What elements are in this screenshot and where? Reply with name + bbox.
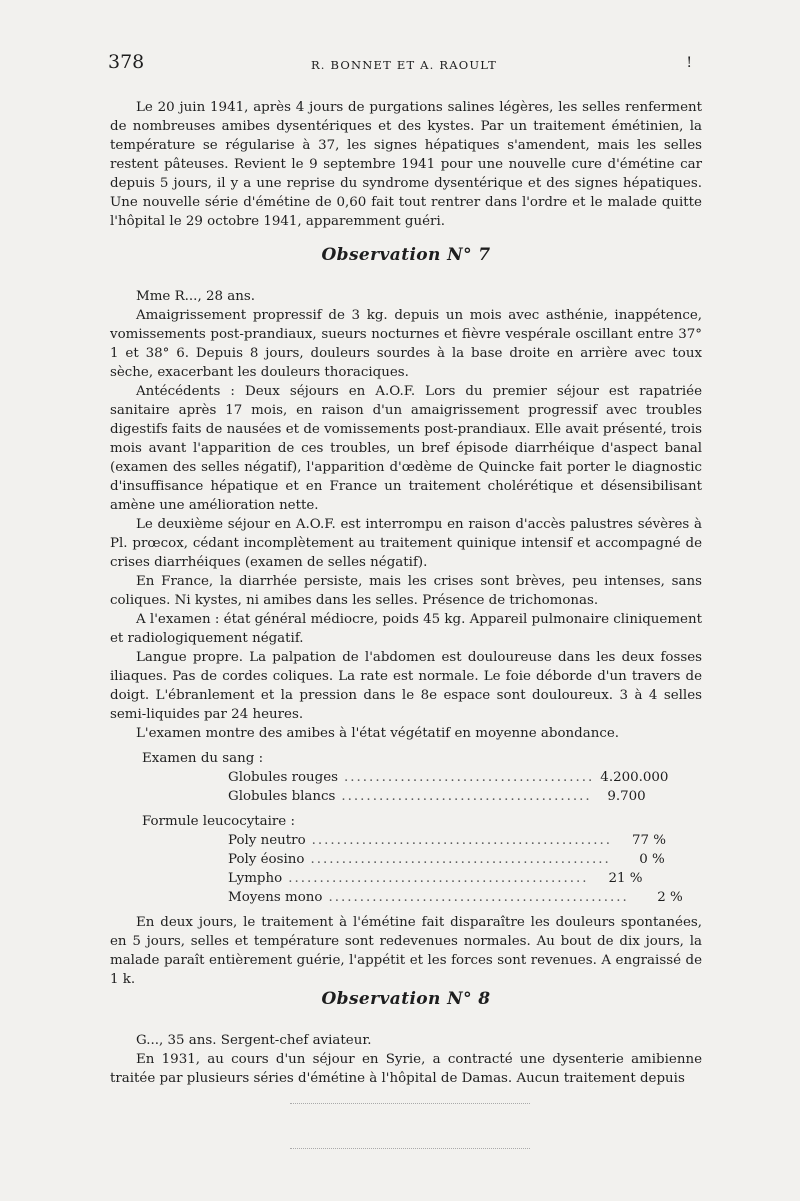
obs7-closing-paragraph: En deux jours, le traitement à l'émétine fait disparaître les douleurs spontanées, en 5 jours, selles et température sont redevenues normales. Au bout de dix jours, la malade paraît entièrement guérie, l'appétit et les forces sont revenues. A engraissé de 1 k.: [110, 915, 702, 987]
observation-7-heading-block: [110, 246, 702, 265]
obs7-paragraph: Le deuxième séjour en A.O.F. est interrompu en raison d'accès palustres sévères à Pl. prœcox, cédant incomplètement au traitement quinique intensif et accompagné de crises diarrhéiques (examen de selles négatif).: [110, 517, 702, 570]
table-row: Poly neutro ................................................ 77 %: [228, 833, 666, 848]
show-through-line: [290, 1103, 530, 1104]
show-through-line: [290, 1148, 530, 1149]
observation-7-body: [110, 287, 702, 989]
running-head: R. BONNET ET A. RAOULT: [310, 58, 498, 72]
intro-paragraph: Le 20 juin 1941, après 4 jours de purgations salines légères, les selles renferment de nombreuses amibes dysentériques et des kystes. Par un traitement émétinien, la température se régularise à 37, les signes hépatiques s'amendent, mais les selles restent pâteuses. Revient le 9 septembre 1941 pour une nouvelle cure d'émétine car depuis 5 jours, il y a une reprise du syndrome dysentérique et des signes hépatiques. Une nouvelle série d'émétine de 0,60 fait tout rentrer dans l'ordre et le malade quitte l'hôpital le 29 octobre 1941, apparemment guéri.: [110, 100, 702, 229]
page-number: 378: [108, 51, 145, 73]
intro-block: [110, 98, 702, 231]
table-row: Globules blancs ........................................ 9.700: [228, 789, 646, 804]
patient-line: Mme R..., 28 ans.: [136, 289, 255, 304]
obs7-paragraph: Langue propre. La palpation de l'abdomen est douloureuse dans les deux fosses iliaques. Pas de cordes coliques. La rate est normale. Le foie déborde d'un travers de doigt. L'ébranlement et la pression dans le 8e espace sont douloureux. 3 à 4 selles semi-liquides par 24 heures.: [110, 650, 702, 722]
table-row: Globules rouges ........................................ 4.200.000: [228, 770, 669, 785]
obs7-paragraph: L'examen montre des amibes à l'état végétatif en moyenne abondance.: [136, 726, 620, 741]
table-row: Poly éosino ................................................ 0 %: [228, 852, 665, 867]
obs7-paragraph: Antécédents : Deux séjours en A.O.F. Lors du premier séjour est rapatriée sanitaire après 17 mois, en raison d'un amaigrissement progressif avec troubles digestifs faits de nausées et de vomissements post-prandiaux. Elle avait présenté, trois mois avant l'apparition de ces troubles, un bref épisode diarrhéique d'aspect banal (examen des selles négatif), l'apparition d'œdème de Quincke fait porter le diagnostic d'insuffisance hépatique et en France un traitement cholérétique et désensibilisant amène une amélioration nette.: [110, 384, 702, 513]
obs8-paragraph: En 1931, au cours d'un séjour en Syrie, a contracté une dysenterie amibienne traitée par plusieurs séries d'émétine à l'hôpital de Damas. Aucun traitement depuis: [110, 1052, 702, 1086]
observation-8-heading-block: [110, 990, 702, 1009]
obs7-paragraph: Amaigrissement propressif de 3 kg. depuis un mois avec asthénie, inappétence, vomissements post-prandiaux, sueurs nocturnes et fièvre vespérale oscillant entre 37° 1 et 38° 6. Depuis 8 jours, douleurs sourdes à la base droite en arrière avec toux sèche, exacerbant les douleurs thoraciques.: [110, 308, 702, 380]
observation-8-title: Observation N° 8: [321, 989, 491, 1009]
patient-line: G..., 35 ans. Sergent-chef aviateur.: [136, 1033, 372, 1048]
formula-table: [110, 812, 702, 907]
blood-exam-title: Examen du sang :: [142, 751, 264, 766]
observation-7-title: Observation N° 7: [321, 245, 491, 265]
formula-title: Formule leucocytaire :: [142, 814, 296, 829]
margin-mark: !: [686, 55, 692, 71]
blood-exam-table: [110, 749, 702, 806]
obs7-paragraph: En France, la diarrhée persiste, mais les crises sont brèves, peu intenses, sans coliques. Ni kystes, ni amibes dans les selles. Présence de trichomonas.: [110, 574, 702, 608]
page-header: [108, 51, 700, 79]
obs7-paragraph: A l'examen : état général médiocre, poids 45 kg. Appareil pulmonaire cliniquement et radiologiquement négatif.: [110, 612, 702, 646]
table-row: Moyens mono ................................................ 2 %: [228, 890, 683, 905]
observation-8-body: [110, 1031, 702, 1088]
table-row: Lympho ................................................ 21 %: [228, 871, 643, 886]
